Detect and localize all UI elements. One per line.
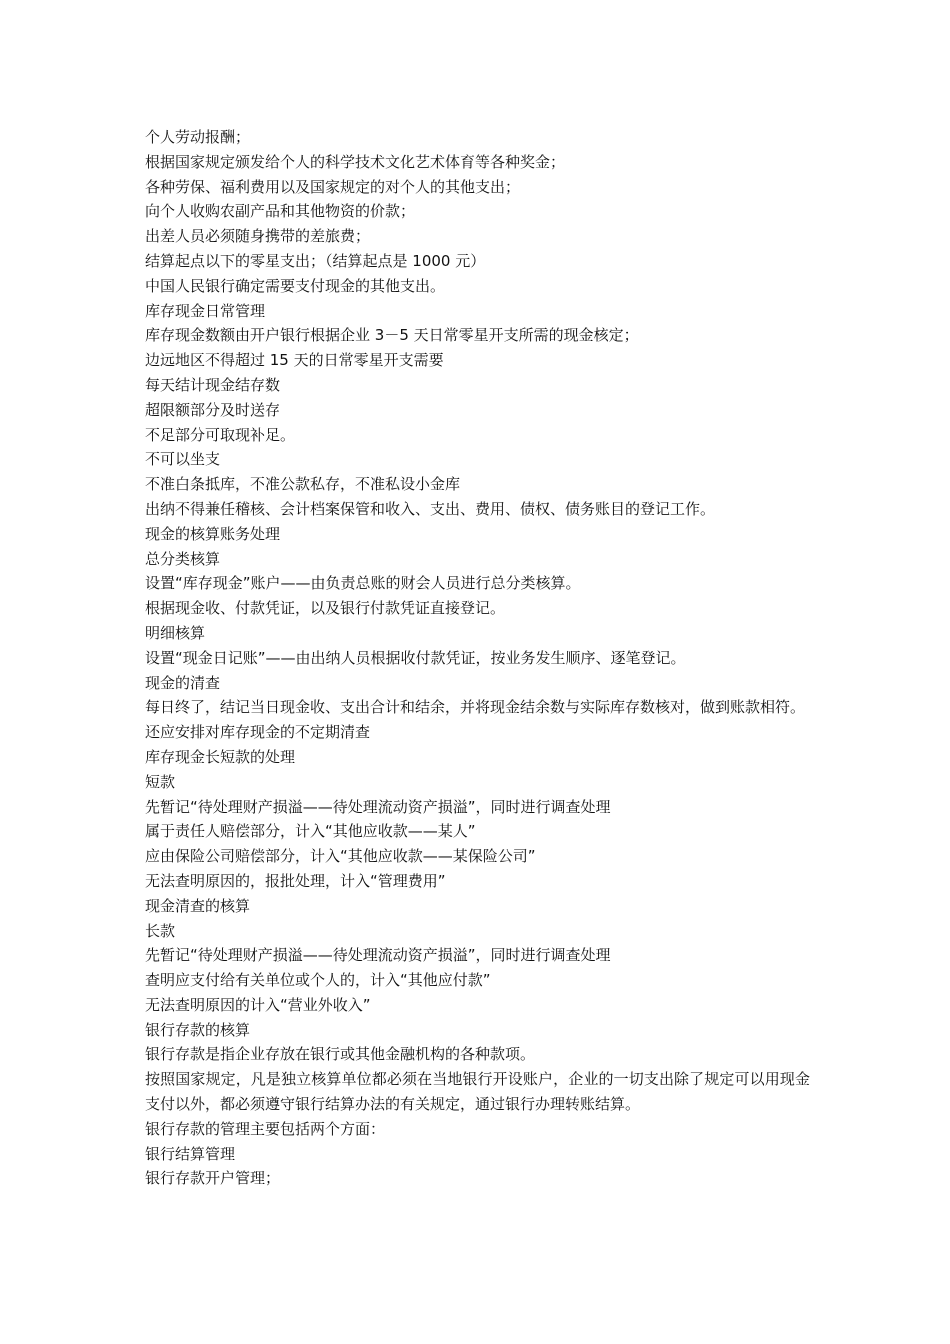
text-line: 个人劳动报酬； <box>145 128 251 146</box>
text-line: 超限额部分及时送存 <box>145 400 281 419</box>
text-line: 每天结计现金结存数 <box>145 375 281 394</box>
section-heading: 银行存款的核算 <box>145 1020 251 1039</box>
text-line: 结算起点以下的零星支出；（结算起点是 1000 元） <box>145 251 486 270</box>
text-line: 根据现金收、付款凭证，以及银行付款凭证直接登记。 <box>145 599 506 618</box>
text-paragraph: 每日终了，结记当日现金收、支出合计和结余，并将现金结余数与实际库存数核对，做到账款相符。 <box>145 698 806 717</box>
document-body <box>145 125 810 1191</box>
text-line: 不准白条抵库，不准公款私存，不准私设小金库 <box>145 475 461 494</box>
section-heading: 现金清查的核算 <box>145 896 251 915</box>
text-line: 根据国家规定颁发给个人的科学技术文化艺术体育等各种奖金； <box>145 152 566 171</box>
text-line: 银行存款的管理主要包括两个方面： <box>145 1119 386 1138</box>
text-line: 先暂记“待处理财产损溢——待处理流动资产损溢”，同时进行调查处理 <box>145 946 611 965</box>
text-line: 先暂记“待处理财产损溢——待处理流动资产损溢”，同时进行调查处理 <box>145 797 611 816</box>
text-line: 不足部分可取现补足。 <box>145 425 296 444</box>
text-line: 向个人收购农副产品和其他物资的价款； <box>145 202 416 221</box>
text-line: 属于责任人赔偿部分，计入“其他应收款——某人” <box>145 822 476 841</box>
text-line: 各种劳保、福利费用以及国家规定的对个人的其他支出； <box>145 177 521 196</box>
subsection-heading: 长款 <box>145 921 176 940</box>
text-line: 银行存款开户管理； <box>145 1169 281 1188</box>
text-line: 无法查明原因的，报批处理，计入“管理费用” <box>145 871 446 890</box>
subsection-heading: 短款 <box>145 772 176 791</box>
section-heading: 库存现金日常管理 <box>145 301 266 320</box>
text-line: 出纳不得兼任稽核、会计档案保管和收入、支出、费用、债权、债务账目的登记工作。 <box>145 499 716 518</box>
section-heading: 现金的核算账务处理 <box>145 524 281 543</box>
text-line: 设置“现金日记账”——由出纳人员根据收付款凭证，按业务发生顺序、逐笔登记。 <box>145 648 686 667</box>
text-line: 无法查明原因的计入“营业外收入” <box>145 995 371 1014</box>
text-line: 查明应支付给有关单位或个人的，计入“其他应付款” <box>145 971 491 990</box>
subsection-heading: 明细核算 <box>145 623 206 642</box>
text-line: 应由保险公司赔偿部分，计入“其他应收款——某保险公司” <box>145 847 536 866</box>
text-line: 中国人民银行确定需要支付现金的其他支出。 <box>145 276 446 295</box>
text-line: 设置“库存现金”账户——由负责总账的财会人员进行总分类核算。 <box>145 574 581 593</box>
text-line: 银行存款是指企业存放在银行或其他金融机构的各种款项。 <box>145 1045 536 1064</box>
section-heading: 库存现金长短款的处理 <box>145 747 296 766</box>
text-line: 不可以坐支 <box>145 450 221 469</box>
text-line: 出差人员必须随身携带的差旅费； <box>145 227 371 246</box>
text-paragraph: 按照国家规定，凡是独立核算单位都必须在当地银行开设账户，企业的一切支出除了规定可以用现金支付以外，都必须遵守银行结算办法的有关规定，通过银行办理转账结算。 <box>145 1070 810 1114</box>
text-line: 边远地区不得超过 15 天的日常零星开支需要 <box>145 351 444 370</box>
text-line: 库存现金数额由开户银行根据企业 3－5 天日常零星开支所需的现金核定； <box>145 326 639 345</box>
subsection-heading: 银行结算管理 <box>145 1144 236 1163</box>
section-heading: 现金的清查 <box>145 673 221 692</box>
subsection-heading: 总分类核算 <box>145 549 221 568</box>
text-line: 还应安排对库存现金的不定期清查 <box>145 723 371 742</box>
